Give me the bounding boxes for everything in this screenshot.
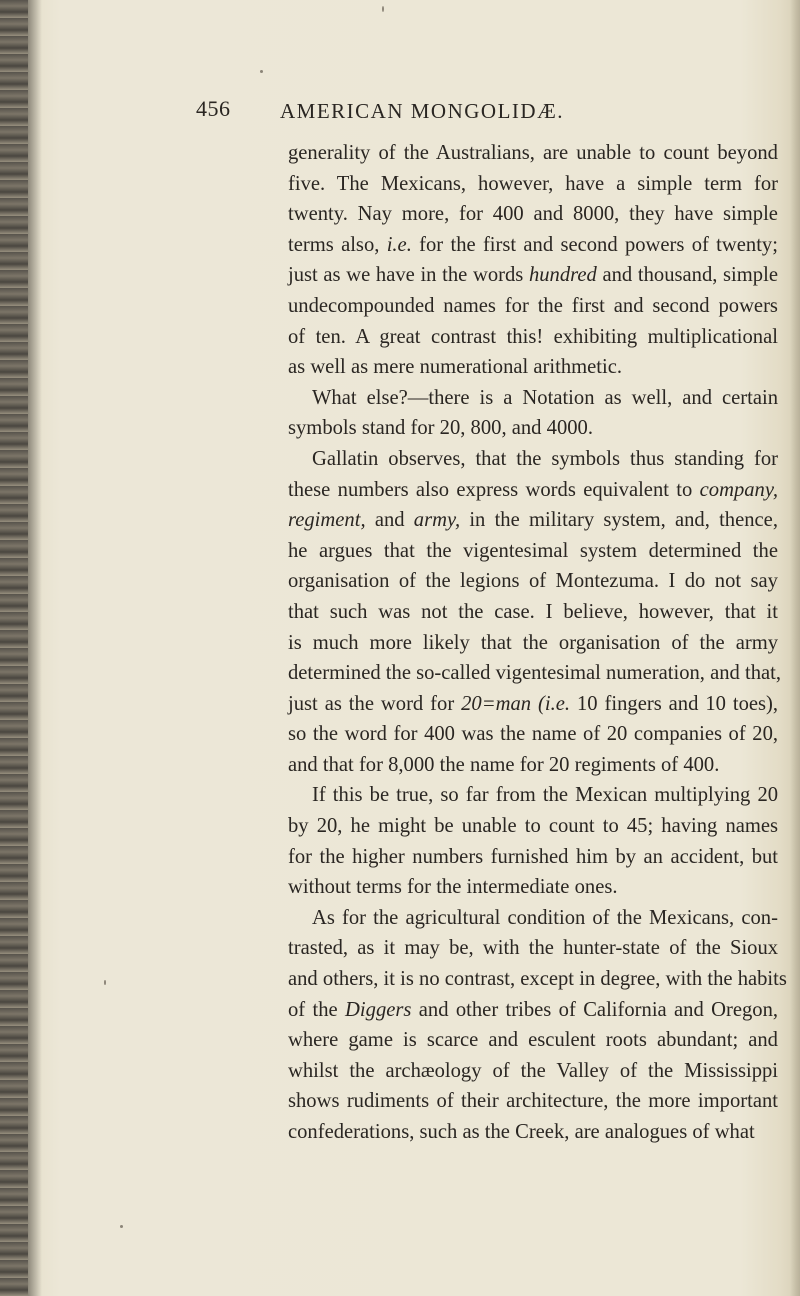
paper-speck [120, 1225, 123, 1228]
page-edge-shadow [790, 0, 800, 1296]
text-line: trasted, as it may be, with the hunter-state of the Sioux [288, 937, 779, 960]
page-number: 456 [196, 96, 231, 121]
text-line: regiment, and army, in the military system, and, thence, [288, 509, 778, 532]
text-line: organisation of the legions of Montezuma. I do not say [288, 570, 778, 593]
text-line: of the Diggers and other tribes of California and Oregon, [288, 998, 779, 1021]
text-line: What else?—there is a Notation as well, and certain [312, 386, 779, 409]
text-line: and that for 8,000 the name for 20 regiments of 400. [288, 753, 720, 776]
text-line: as well as mere numerational arithmetic. [288, 356, 623, 379]
paper-speck [382, 6, 384, 12]
text-line: If this be true, so far from the Mexican multiplying 20 [312, 784, 779, 807]
text-line: and others, it is no contrast, except in degree, with the habits [288, 968, 787, 991]
text-line: just as the word for 20=man (i.e. 10 fingers and 10 toes), [288, 692, 779, 715]
text-line: five. The Mexicans, however, have a simple term for [288, 172, 778, 195]
text-line: Gallatin observes, that the symbols thus standing for [312, 447, 779, 470]
paper-speck [260, 70, 263, 73]
text-line: without terms for the intermediate ones. [288, 876, 618, 899]
text-line: for the higher numbers furnished him by an accident, but [288, 845, 779, 868]
text-line: twenty. Nay more, for 400 and 8000, they have simple [288, 203, 778, 226]
book-binding [0, 0, 28, 1296]
text-line: he argues that the vigentesimal system determined the [288, 539, 778, 562]
text-line: whilst the archæology of the Valley of the Mississippi [288, 1059, 779, 1082]
text-line: As for the agricultural condition of the Mexicans, con- [312, 906, 778, 929]
text-line: of ten. A great contrast this! exhibiting multiplicational [288, 325, 778, 348]
text-line: shows rudiments of their architecture, the more important [288, 1090, 778, 1113]
text-line: by 20, he might be unable to count to 45; having names [288, 815, 779, 838]
text-line: symbols stand for 20, 800, and 4000. [288, 417, 593, 440]
page-header [196, 96, 756, 132]
text-line: confederations, such as the Creek, are analogues of what [288, 1121, 755, 1143]
text-line: so the word for 400 was the name of 20 companies of 20, [288, 723, 779, 746]
gutter-shadow [28, 0, 42, 1296]
text-line: where game is scarce and esculent roots abundant; and [288, 1029, 778, 1052]
text-line: determined the so-called vigentesimal numeration, and that, [288, 662, 782, 685]
text-line: these numbers also express words equivalent to company, [288, 478, 779, 501]
text-line: undecompounded names for the first and second powers [288, 294, 778, 317]
text-line: just as we have in the words hundred and thousand, simple [288, 264, 778, 287]
text-line: is much more likely that the organisation of the army [288, 631, 779, 654]
text-line: that such was not the case. I believe, however, that it [288, 600, 778, 623]
running-title: AMERICAN MONGOLIDÆ. [280, 99, 564, 123]
text-line: terms also, i.e. for the first and second powers of twenty; [288, 233, 778, 256]
paper-speck [104, 980, 106, 985]
body-text [288, 138, 787, 1148]
text-line: generality of the Australians, are unable to count beyond [288, 142, 778, 164]
